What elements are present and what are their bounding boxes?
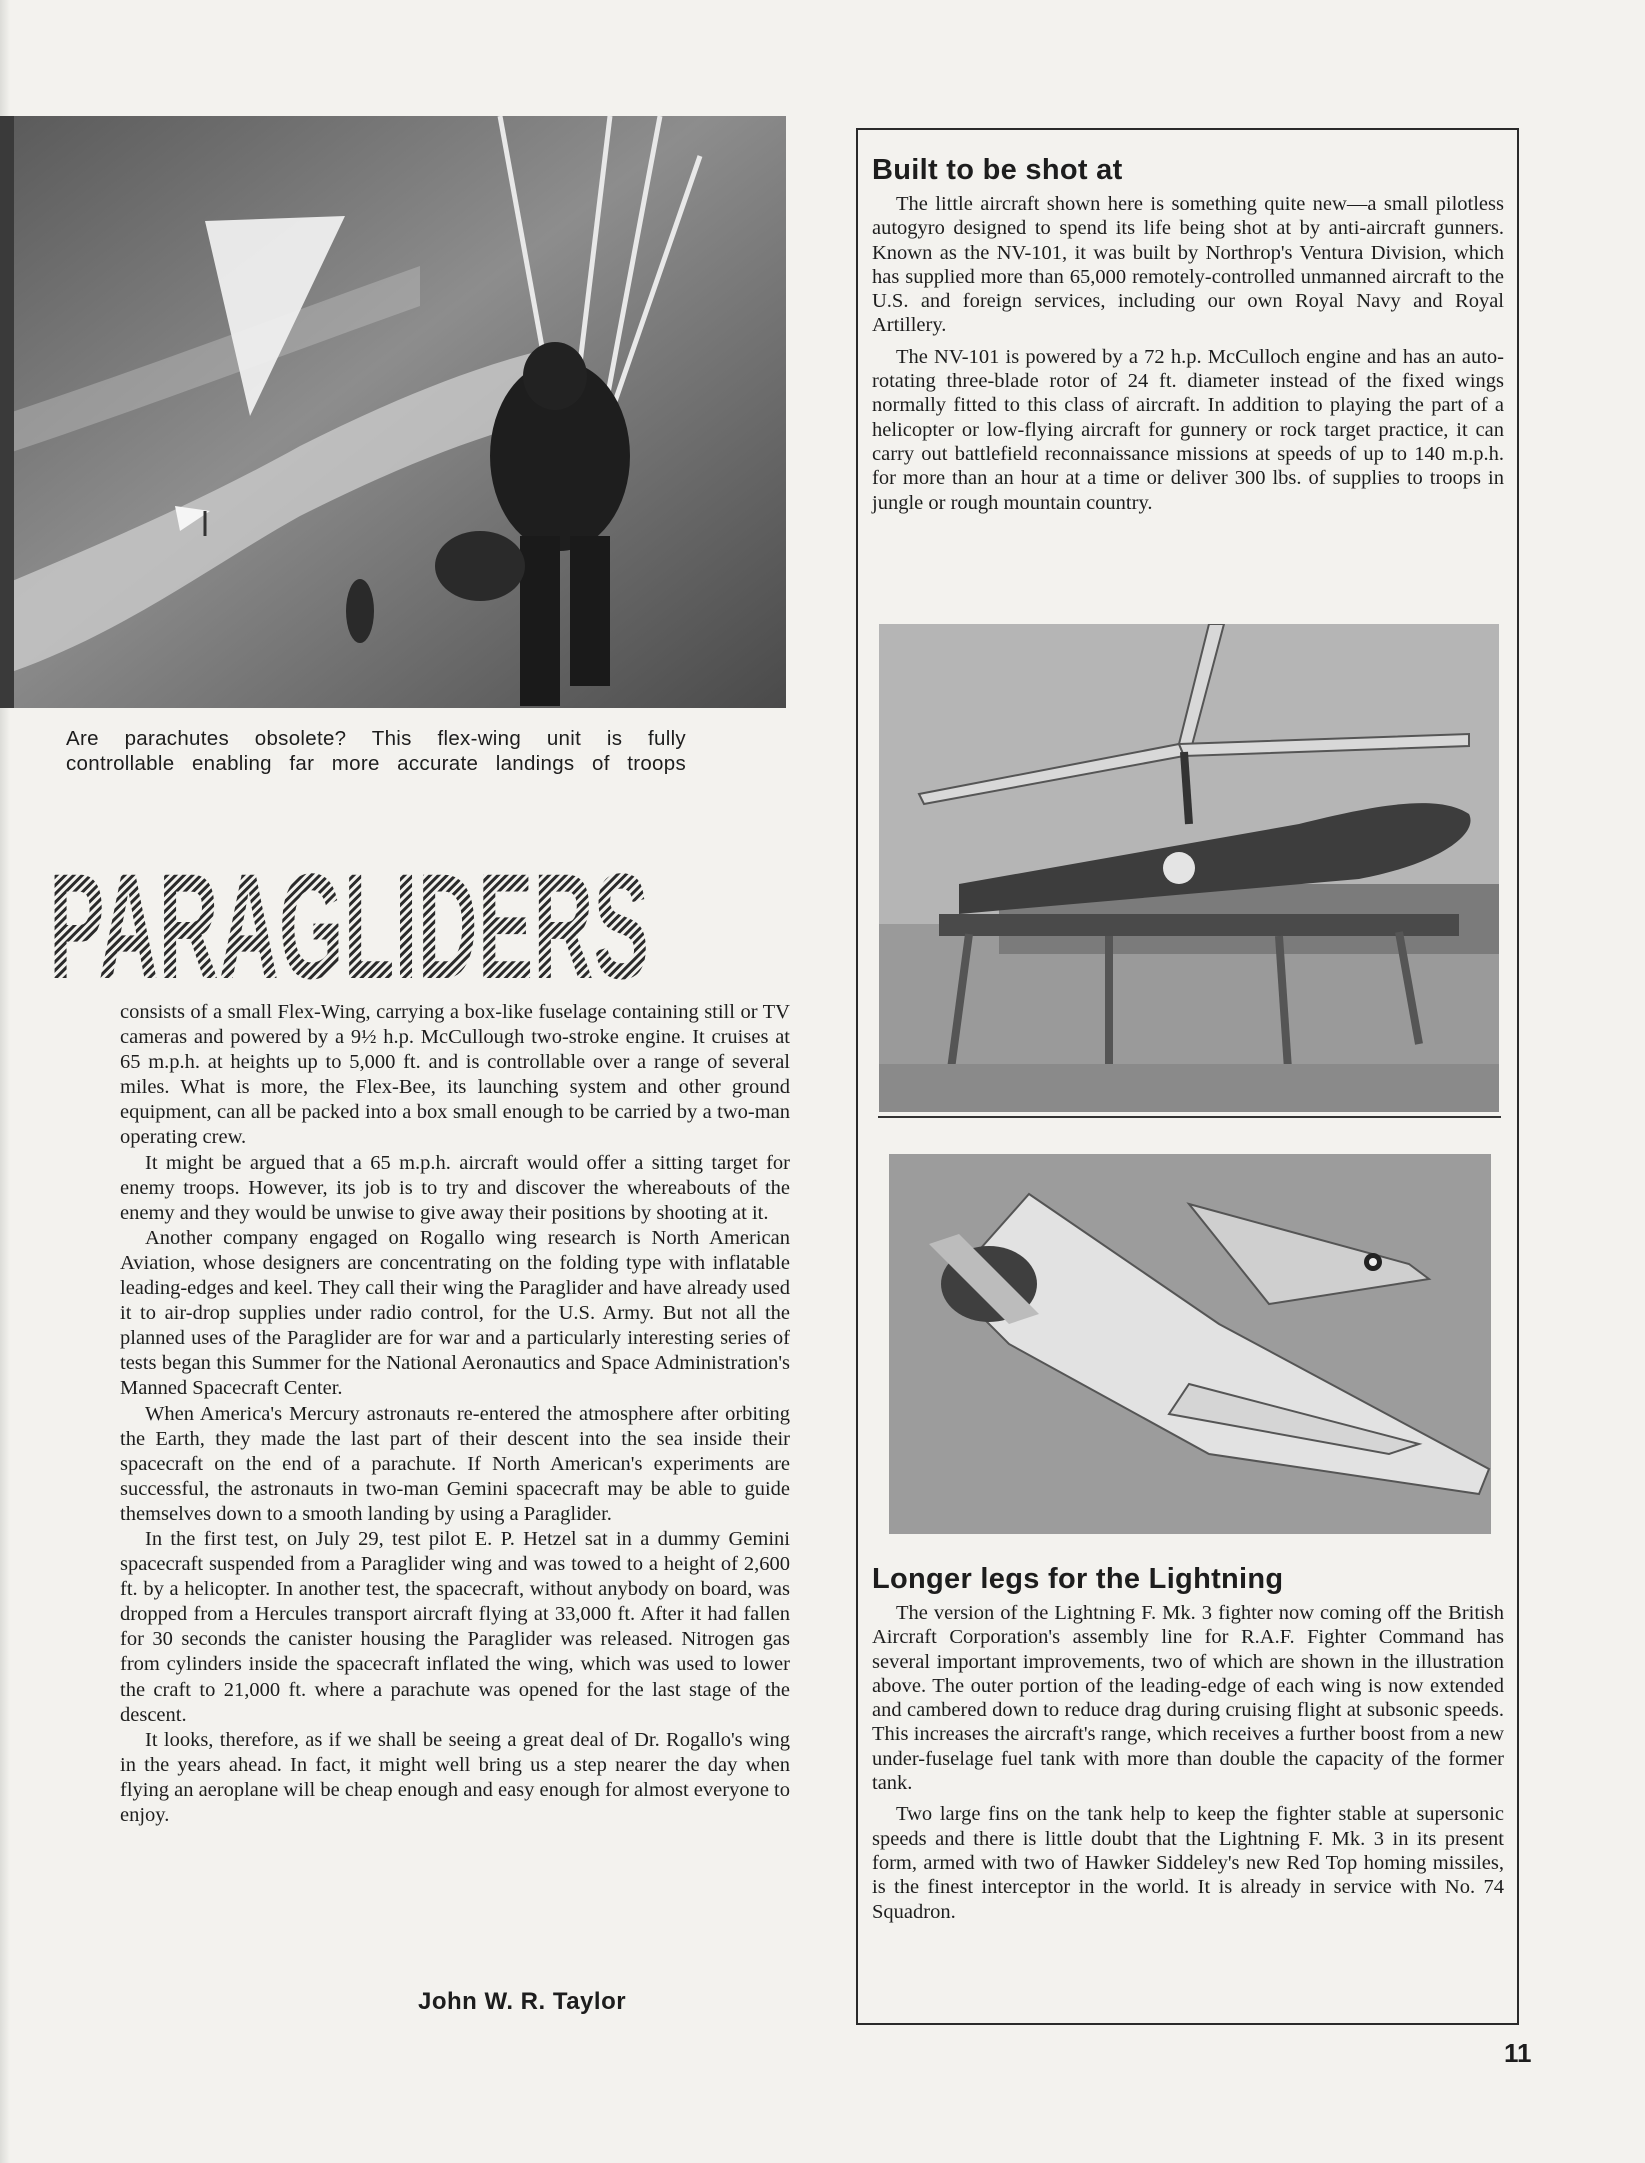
byline: John W. R. Taylor (418, 1988, 627, 2015)
lightning-title: Longer legs for the Lightning (872, 1563, 1284, 1595)
lightning-paragraph: The version of the Lightning F. Mk. 3 fighter now coming off the British Aircraft Corporation's assembly line for R.A.F. Fighter Command has several important improvements, two of which are shown in the illustration above. The outer portion of the leading-edge of each wing is now extended and cambered down to reduce drag during cruising flight at subsonic speeds. This increases the aircraft's range, which receives a further boost from a new under-fuselage fuel tank with more than double the capacity of the former tank. (872, 1602, 1504, 1795)
article-paragraph: It looks, therefore, as if we shall be seeing a great deal of Dr. Rogallo's wing in the years ahead. In fact, it might well bring us a step nearer the day when flying an aeroplane will be cheap enough and easy enough for almost everyone to enjoy. (120, 1728, 791, 1826)
article-paragraph: consists of a small Flex-Wing, carrying a box-like fuselage containing still or TV cameras and powered by a 9½ h.p. McCullough two-stroke engine. It cruises at 65 m.p.h. at heights up to 5,000 ft. and is controllable over a range of several miles. What is more, the Flex-Bee, its launching system and other ground equipment, can all be packed into a box small enough to be carried by a two-man operating crew. (120, 1001, 790, 1149)
article-paragraph: In the first test, on July 29, test pilot E. P. Hetzel sat in a dummy Gemini spacecraft suspended from a Paraglider wing and was towed to a height of 2,600 ft. by a helicopter. In another test, the spacecraft, without anybody on board, was dropped from a Hercules transport aircraft flying at 33,000 ft. After it had fallen for 30 seconds the canister housing the Paraglider was released. Nitrogen gas from cylinders inside the spacecraft inflated the wing, which was used to lower the craft to 21,000 ft. where a parachute was opened for the last stage of the descent. (120, 1527, 790, 1726)
divider-rule (878, 1116, 1501, 1118)
built-paragraph: The NV-101 is powered by a 72 h.p. McCulloch engine and has an auto-rotating three-blade rotor of 24 ft. diameter instead of the fixed wings normally fitted to this class of aircraft. In addition to playing the part of a helicopter or low-flying aircraft for gunnery or rock target practice, it can carry out battlefield reconnaissance missions at speeds of up to 140 m.p.h. for more than an hour at a time or deliver 300 lbs. of supplies to troops in jungle or rough mountain country. (872, 345, 1504, 514)
lightning-paragraph: Two large fins on the tank help to keep the fighter stable at supersonic speeds and there is little doubt that the Lightning F. Mk. 3 in its present form, armed with two of Hawker Siddeley's new Red Top homing missiles, is the finest interceptor in the world. It is already in service with No. 74 Squadron. (872, 1803, 1504, 1923)
autogyro-illustration (879, 624, 1499, 1112)
article-paragraph: It might be argued that a 65 m.p.h. aircraft would offer a sitting target for enemy troops. However, its job is to try and discover the whereabouts of the enemy and they would be unwise to give away their positions by shooting at it. (120, 1151, 790, 1224)
lightning-body (872, 1601, 1504, 1931)
article-body (120, 1000, 790, 1828)
built-paragraph: The little aircraft shown here is something quite new—a small pilotless autogyro designed to spend its life being shot at by anti-aircraft gunners. Known as the NV-101, it was built by Northrop's Ventura Division, which has supplied more than 65,000 remotely-controlled unmanned aircraft to the U.S. and foreign services, including our own Royal Navy and Royal Artillery. (872, 193, 1504, 337)
headline-graphic (42, 820, 656, 990)
paraglider-photo (0, 116, 786, 708)
page-number: 11 (1504, 2038, 1532, 2068)
caption-line-1: Are parachutes obsolete? This flex-wing unit is fully (66, 727, 686, 750)
headline-text: PARAGLIDERS (49, 842, 649, 990)
built-body (872, 192, 1504, 522)
sidebar-box (856, 128, 1519, 2025)
caption-line-2: controllable enabling far more accurate landings of troops (66, 752, 686, 775)
built-title: Built to be shot at (872, 154, 1123, 186)
lightning-photo (889, 1154, 1491, 1534)
autogyro-photo (879, 624, 1499, 1112)
lightning-illustration (889, 1154, 1491, 1534)
article-paragraph: When America's Mercury astronauts re-entered the atmosphere after orbiting the Earth, they made the last part of their descent into the sea inside their spacecraft on the end of a parachute. If North American's experiments are successful, the astronauts in two-man Gemini spacecraft may be able to guide themselves down to a smooth landing by using a Paraglider. (120, 1402, 790, 1525)
photo-caption (66, 726, 686, 776)
headline (42, 820, 656, 990)
article-paragraph: Another company engaged on Rogallo wing research is North American Aviation, whose designers are concentrating on the folding type with inflatable leading-edges and keel. They call their wing the Paraglider and have already used it to air-drop supplies under radio control, for the U.S. Army. But not all the planned uses of the Paraglider are for war and a particularly interesting series of tests began this Summer for the National Aeronautics and Space Administration's Manned Spacecraft Center. (120, 1226, 790, 1400)
paraglider-illustration (0, 116, 786, 708)
